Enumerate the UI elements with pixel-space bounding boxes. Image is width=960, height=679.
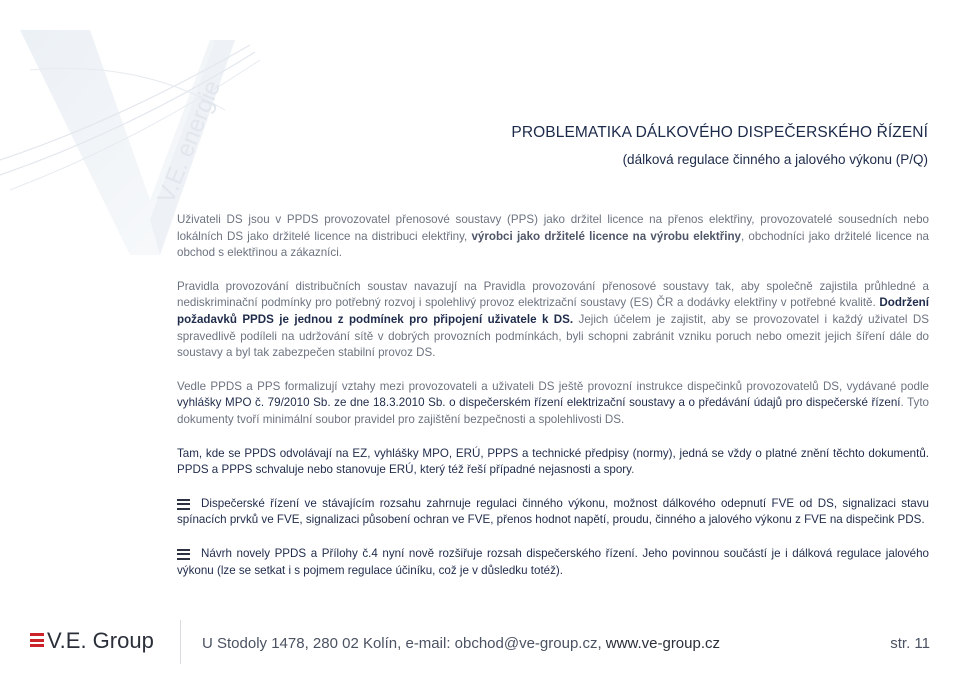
company-logo: V.E. Group	[47, 628, 154, 653]
page-number: str. 11	[890, 635, 930, 652]
logo-icon	[30, 633, 44, 651]
bullet-item: Dispečerské řízení ve stávajícím rozsahu zahrnuje regulaci činného výkonu, možnost dálkového odepnutí FVE od DS, signalizaci stavu spínacích prvků ve FVE, signalizaci působení ochran ve FVE, přenos hodnot napětí, proudu, činného a jalového výkonu z FVE na dispečink PDS.	[177, 496, 929, 527]
watermark-text: V.E. energie	[152, 76, 227, 208]
producers-emphasis: výrobci jako držitelé licence na výrobu elektřiny	[471, 229, 741, 243]
page-title: PROBLEMATIKA DÁLKOVÉHO DISPEČERSKÉHO ŘÍZENÍ	[511, 124, 928, 141]
main-content	[177, 212, 929, 579]
connection-condition-emphasis: Dodržení požadavků PPDS je jednou z podmínek pro připojení uživatele k DS.	[177, 296, 929, 326]
footer-divider	[180, 620, 181, 664]
page-subtitle: (dálková regulace činného a jalového výkonu (P/Q)	[622, 152, 928, 167]
website-link[interactable]: www.ve-group.cz	[605, 635, 721, 652]
paragraph-regulation: Vedle PPDS a PPS formalizují vztahy mezi provozovateli a uživateli DS ještě provozní instrukce dispečinků provozovatelů DS, vydávané podle vyhlášky MPO č. 79/2010 Sb. ze dne 18.3.2010 Sb. o dispečerském řízení elektrizační soustavy a o předávání údajů pro dispečerské řízení. Tyto dokumenty tvoří minimální soubor pravidel pro zajištění bezpečnosti a spolehlivosti DS.	[177, 379, 929, 426]
paragraph-standards: Tam, kde se PPDS odvolávají na EZ, vyhlášky MPO, ERÚ, PPPS a technické předpisy (normy), jedná se vždy o platné znění těchto dokumentů. PPDS a PPPS schvaluje nebo stanovuje ERÚ, který též řeší případné nejasnosti a spory.	[177, 446, 929, 477]
list-bullet-icon	[177, 549, 190, 560]
footer-address: U Stodoly 1478, 280 02 Kolín, e-mail: obchod@ve-group.cz, www.ve-group.cz	[202, 635, 721, 652]
bullet-item: Návrh novely PPDS a Přílohy č.4 nyní nově rozšiřuje rozsah dispečerského řízení. Jeho povinnou součástí je i dálková regulace jalového výkonu (lze se setkat i s pojmem regulace účiníku, což je v důsledku totéž).	[177, 546, 929, 577]
paragraph-rules: Pravidla provozování distribučních soustav navazují na Pravidla provozování přenosové soustavy tak, aby společně zajistila průhledné a nediskriminační podmínky pro potřebný rozvoj i spolehlivý provoz elektrizační soustavy (ES) ČR a dodávky elektřiny v potřebné kvalitě. Dodržení požadavků PPDS je jednou z podmínek pro připojení uživatele k DS. Jejich účelem je zajistit, aby se provozovatel i každý uživatel DS spravedlivě podíleli na udržování sítě v dobrých provozních podmínkách, byli schopni zabránit vzniku poruch nebo omezit jejich šíření dále do soustavy a byl tak zabezpečen stabilní provoz DS.	[177, 279, 929, 360]
list-bullet-icon	[177, 499, 190, 510]
paragraph-users: Uživateli DS jsou v PPDS provozovatel přenosové soustavy (PPS) jako držitel licence na přenos elektřiny, provozovatelé sousedních nebo lokálních DS jako držitelé licence na distribuci elektřiny, výrobci jako držitelé licence na výrobu elektřiny, obchodníci jako držitelé licence na obchod s elektřinou a zákazníci.	[177, 213, 929, 260]
decree-reference: vyhlášky MPO č. 79/2010 Sb. ze dne 18.3.2010 Sb. o dispečerském řízení elektrizační soustavy a o předávání údajů pro dispečerské řízení	[177, 396, 901, 410]
